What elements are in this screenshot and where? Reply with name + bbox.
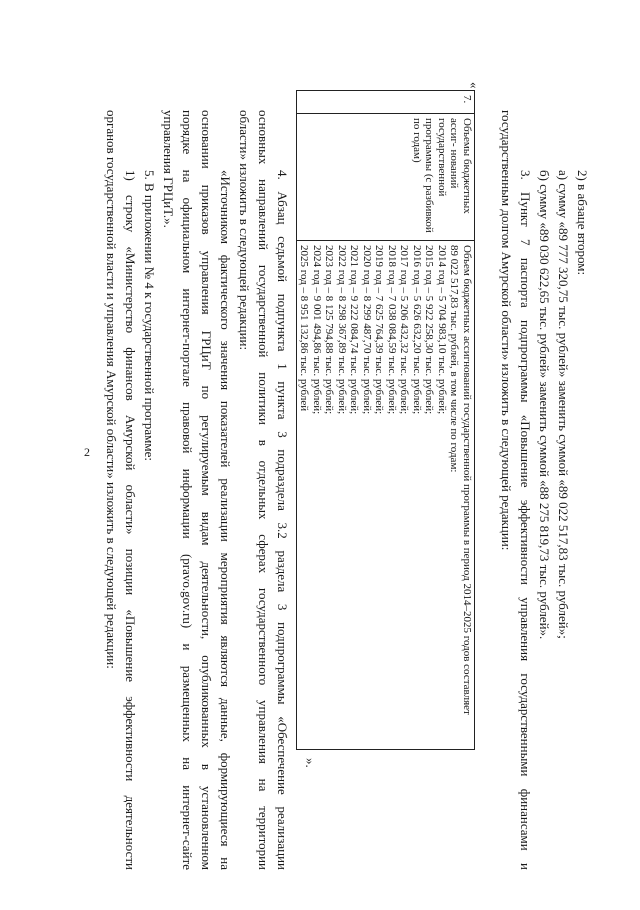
intro-line: государственным долгом Амурской области» изложить в следующей редакции: xyxy=(499,110,514,551)
table-close-quote: ». xyxy=(303,758,318,768)
body-line: 1) строку «Министерство финансов Амурской области» позиции «Повышение эффективности деятельности xyxy=(123,170,138,870)
table-line: 2021 год – 9 222 084,74 тыс. рублей; xyxy=(348,245,361,415)
body-line: 5. В приложении № 4 к государственной программе: xyxy=(142,170,157,461)
intro-line: 3. Пункт 7 паспорта подпрограммы «Повышение эффективности управления государственными финансами и xyxy=(518,170,533,870)
table-line: 2024 год – 9 001 494,86 тыс. рублей; xyxy=(311,245,323,415)
rotated-document-sheet xyxy=(104,82,590,910)
row-number-cell: 7. xyxy=(297,91,475,114)
body-line: порядке на официальном интернет-портале правовой информации (pravo.gov.ru) и размещенных на интернет-сайте xyxy=(180,110,195,870)
intro-line: а) сумму «89 777 320,75 тыс. рублей» заменить суммой «89 022 517,83 тыс. рублей»; xyxy=(556,170,571,639)
table-line: 89 022 517,83 тыс. рублей, в том числе по годам: xyxy=(448,245,461,473)
table-row xyxy=(297,91,475,750)
body-line: основании приказов управления ГРЦиТ по регулируемым видам деятельности, опубликованных в установленном xyxy=(199,110,214,870)
intro-line: б) сумму «89 030 622,65 тыс. рублей» заменить суммой «88 275 819,73 тыс. рублей». xyxy=(537,170,552,640)
table-line: 2018 год – 7 038 084,59 тыс. рублей; xyxy=(386,245,398,415)
body-line: «Источником фактического значения показателей реализации мероприятия являются данные, формирующиеся на xyxy=(218,170,233,870)
table-line: 2023 год – 8 125 794,88 тыс. рублей; xyxy=(323,245,336,415)
body-line: 4. Абзац седьмой подпункта 1 пункта 3 подраздела 3.2 раздела 3 подпрограммы «Обеспечение реализации xyxy=(275,170,290,870)
row-title-cell: Объемы бюджетных ассиг- нований государственной программы (с разбивкой по годам) xyxy=(297,114,475,241)
table-line: 2017 год – 5 206 432,32 тыс. рублей; xyxy=(398,245,411,415)
table-line: 2022 год – 8 298 367,89 тыс. рублей; xyxy=(336,245,348,415)
table-line: 2014 год – 5 704 983,10 тыс. рублей; xyxy=(436,245,448,415)
body-line: основных направлений государственной политики в отдельных сферах государственного управления на территории xyxy=(256,110,271,870)
passport-table xyxy=(296,90,475,750)
table-line: Объем бюджетных ассигнований государственной программы в период 2014–2025 годов составляет xyxy=(461,245,473,715)
table-line: 2020 год – 8 299 487,70 тыс. рублей; xyxy=(361,245,373,415)
row-value-cell xyxy=(297,241,475,750)
table-line: 2019 год – 7 625 764,39 тыс. рублей; xyxy=(373,245,386,415)
table-line: 2015 год – 5 922 258,30 тыс. рублей; xyxy=(423,245,436,415)
body-line: управления ГРЦиТ.». xyxy=(161,110,176,228)
table-open-quote: « xyxy=(467,82,482,89)
page-number: 2 xyxy=(84,445,90,459)
table-line: 2016 год – 5 626 632,20 тыс. рублей; xyxy=(411,245,423,415)
table-line: 2025 год – 8 951 132,86 тыс. рублей xyxy=(298,245,311,412)
intro-line: 2) в абзаце втором: xyxy=(575,170,590,276)
body-line: области» изложить в следующей редакции: xyxy=(237,110,252,351)
body-line: органов государственной власти и управления Амурской области» изложить в следующей редакции: xyxy=(104,110,119,669)
